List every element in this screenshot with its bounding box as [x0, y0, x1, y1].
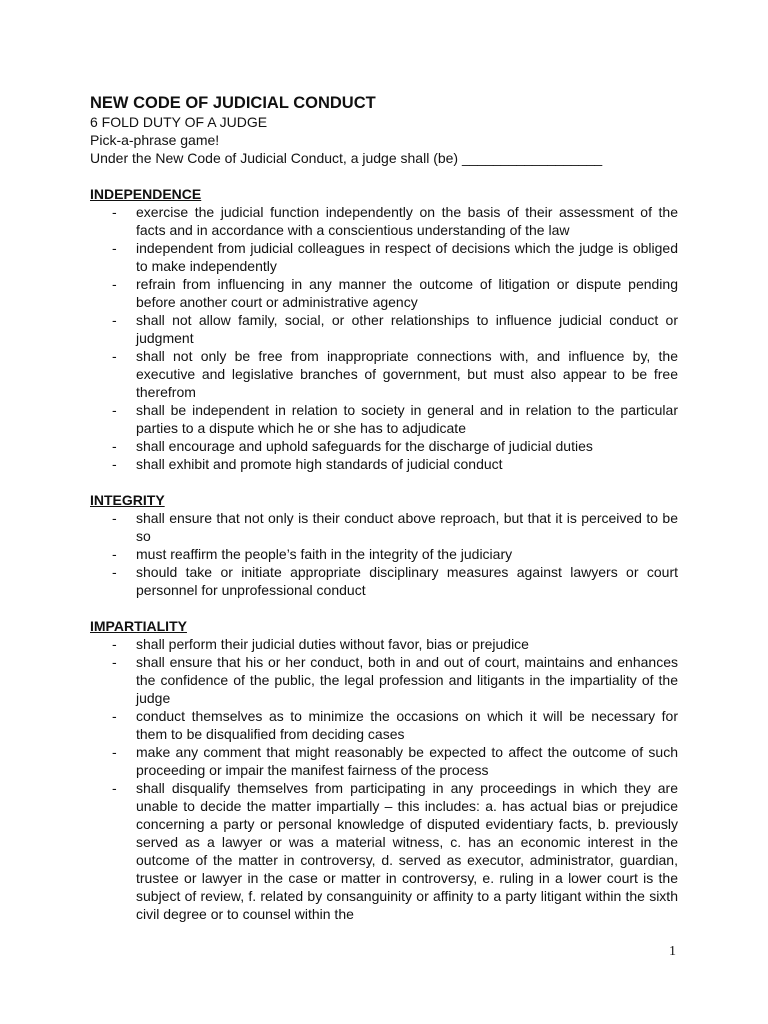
bullet-marker: - — [112, 276, 117, 292]
bullet-list — [90, 635, 678, 923]
list-item-text: conduct themselves as to minimize the occasions on which it will be necessary for them to be disqualified from deciding cases — [136, 708, 678, 742]
list-item — [90, 275, 678, 311]
game-line: Pick-a-phrase game! — [90, 132, 220, 148]
bullet-marker: - — [112, 636, 117, 652]
list-item-text: shall not only be free from inappropriate connections with, and influence by, the executive and legislative branches of government, but must also appear to be free therefrom — [136, 348, 678, 400]
list-item — [90, 635, 678, 653]
document-content — [90, 93, 678, 923]
section-heading: IMPARTIALITY — [90, 618, 187, 634]
list-item — [90, 707, 678, 743]
list-item — [90, 779, 678, 923]
bullet-list — [90, 509, 678, 599]
list-item-text: shall disqualify themselves from participating in any proceedings in which they are unable to decide the matter impartially – this includes: a. has actual bias or prejudice concerning a party or personal knowledge of disputed evidentiary facts, b. previously served as a lawyer or was a material witness, c. has an economic interest in the outcome of the matter in controversy, d. served as executor, administrator, guardian, trustee or lawyer in the case or matter in controversy, e. ruling in a lower court is the subject of review, f. related by consanguinity or affinity to a party litigant within the sixth civil degree or to counsel within the — [136, 780, 678, 922]
list-item-text: refrain from influencing in any manner the outcome of litigation or dispute pending before another court or administrative agency — [136, 276, 678, 310]
list-item-text: shall not allow family, social, or other relationships to influence judicial conduct or judgment — [136, 312, 678, 346]
section-heading: INDEPENDENCE — [90, 186, 202, 202]
list-item-text: shall be independent in relation to society in general and in relation to the particular parties to a dispute which he or she has to adjudicate — [136, 402, 678, 436]
section-impartiality — [90, 617, 678, 923]
bullet-marker: - — [112, 402, 117, 418]
list-item — [90, 239, 678, 275]
bullet-marker: - — [112, 312, 117, 328]
bullet-marker: - — [112, 204, 117, 220]
list-item-text: exercise the judicial function independently on the basis of their assessment of the facts and in accordance with a conscientious understanding of the law — [136, 204, 678, 238]
bullet-marker: - — [112, 780, 117, 796]
section-independence — [90, 185, 678, 473]
list-item — [90, 437, 678, 455]
bullet-marker: - — [112, 546, 117, 562]
list-item — [90, 743, 678, 779]
list-item-text: must reaffirm the people’s faith in the integrity of the judiciary — [136, 546, 513, 562]
list-item — [90, 563, 678, 599]
bullet-marker: - — [112, 708, 117, 724]
bullet-marker: - — [112, 348, 117, 364]
list-item-text: shall ensure that his or her conduct, both in and out of court, maintains and enhances the confidence of the public, the legal profession and litigants in the impartiality of the judge — [136, 654, 678, 706]
document-subtitle: 6 FOLD DUTY OF A JUDGE — [90, 114, 268, 130]
bullet-list — [90, 203, 678, 473]
list-item-text: should take or initiate appropriate disciplinary measures against lawyers or court personnel for unprofessional conduct — [136, 564, 678, 598]
bullet-marker: - — [112, 240, 117, 256]
bullet-marker: - — [112, 564, 117, 580]
bullet-marker: - — [112, 456, 117, 472]
bullet-marker: - — [112, 510, 117, 526]
list-item — [90, 203, 678, 239]
list-item — [90, 455, 678, 473]
document-title: NEW CODE OF JUDICIAL CONDUCT — [90, 94, 376, 112]
bullet-marker: - — [112, 654, 117, 670]
list-item-text: shall encourage and uphold safeguards for the discharge of judicial duties — [136, 438, 593, 454]
bullet-marker: - — [112, 438, 117, 454]
list-item-text: shall ensure that not only is their conduct above reproach, but that it is perceived to be so — [136, 510, 678, 544]
list-item — [90, 401, 678, 437]
bullet-marker: - — [112, 744, 117, 760]
list-item — [90, 509, 678, 545]
list-item-text: independent from judicial colleagues in respect of decisions which the judge is obliged to make independently — [136, 240, 678, 274]
section-heading: INTEGRITY — [90, 492, 165, 508]
section-integrity — [90, 491, 678, 599]
list-item — [90, 545, 678, 563]
page-number: 1 — [669, 944, 676, 959]
list-item — [90, 311, 678, 347]
intro-line: Under the New Code of Judicial Conduct, a judge shall (be) __________________ — [90, 150, 603, 166]
list-item — [90, 347, 678, 401]
list-item-text: make any comment that might reasonably be expected to affect the outcome of such proceeding or impair the manifest fairness of the process — [136, 744, 678, 778]
list-item — [90, 653, 678, 707]
list-item-text: shall exhibit and promote high standards of judicial conduct — [136, 456, 503, 472]
list-item-text: shall perform their judicial duties without favor, bias or prejudice — [136, 636, 529, 652]
